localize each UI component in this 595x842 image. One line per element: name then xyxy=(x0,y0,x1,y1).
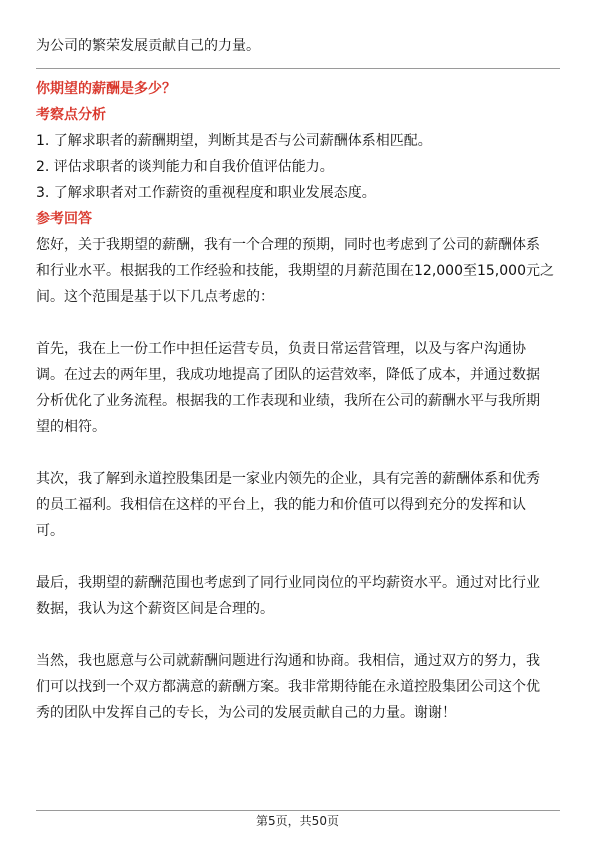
paragraph-gap xyxy=(36,440,560,466)
answer-line: 首先，我在上一份工作中担任运营专员，负责日常运营管理，以及与客户沟通协 xyxy=(36,341,526,357)
paragraph-gap xyxy=(36,544,560,570)
page-content xyxy=(36,33,560,726)
answer-line: 您好，关于我期望的薪酬，我有一个合理的预期，同时也考虑到了公司的薪酬体系 xyxy=(36,237,540,253)
page-number: 第5页，共50页 xyxy=(256,814,339,828)
paragraph-gap xyxy=(36,310,560,336)
question-divider xyxy=(36,68,560,69)
answer-heading: 参考回答 xyxy=(36,211,92,227)
answer-paragraph xyxy=(36,648,560,726)
answer-line: 和行业水平。根据我的工作经验和技能，我期望的月薪范围在12,000至15,000元之 xyxy=(36,263,554,279)
analysis-heading: 考察点分析 xyxy=(36,107,106,123)
answer-paragraph xyxy=(36,336,560,440)
answer-line: 间。这个范围是基于以下几点考虑的： xyxy=(36,289,274,305)
analysis-item: 2. 评估求职者的谈判能力和自我价值评估能力。 xyxy=(36,159,334,175)
answer-line: 秀的团队中发挥自己的专长，为公司的发展贡献自己的力量。谢谢！ xyxy=(36,705,456,721)
answer-line: 的员工福利。我相信在这样的平台上，我的能力和价值可以得到充分的发挥和认 xyxy=(36,497,526,513)
answer-line: 数据，我认为这个薪资区间是合理的。 xyxy=(36,601,274,617)
analysis-item: 3. 了解求职者对工作薪资的重视程度和职业发展态度。 xyxy=(36,185,376,201)
analysis-item: 1. 了解求职者的薪酬期望，判断其是否与公司薪酬体系相匹配。 xyxy=(36,133,432,149)
footer-divider xyxy=(36,810,560,811)
answer-paragraph xyxy=(36,232,560,310)
answer-line: 可。 xyxy=(36,523,64,539)
previous-answer-tail: 为公司的繁荣发展贡献自己的力量。 xyxy=(36,38,260,54)
question-title: 你期望的薪酬是多少？ xyxy=(36,81,176,97)
answer-line: 调。在过去的两年里，我成功地提高了团队的运营效率，降低了成本，并通过数据 xyxy=(36,367,540,383)
answer-line: 最后，我期望的薪酬范围也考虑到了同行业同岗位的平均薪资水平。通过对比行业 xyxy=(36,575,540,591)
answer-line: 其次，我了解到永道控股集团是一家业内领先的企业，具有完善的薪酬体系和优秀 xyxy=(36,471,540,487)
answer-paragraph xyxy=(36,466,560,544)
answer-paragraph xyxy=(36,570,560,622)
answer-line: 当然，我也愿意与公司就薪酬问题进行沟通和协商。我相信，通过双方的努力，我 xyxy=(36,653,540,669)
paragraph-gap xyxy=(36,622,560,648)
answer-line: 望的相符。 xyxy=(36,419,106,435)
answer-line: 们可以找到一个双方都满意的薪酬方案。我非常期待能在永道控股集团公司这个优 xyxy=(36,679,540,695)
answer-line: 分析优化了业务流程。根据我的工作表现和业绩，我所在公司的薪酬水平与我所期 xyxy=(36,393,540,409)
